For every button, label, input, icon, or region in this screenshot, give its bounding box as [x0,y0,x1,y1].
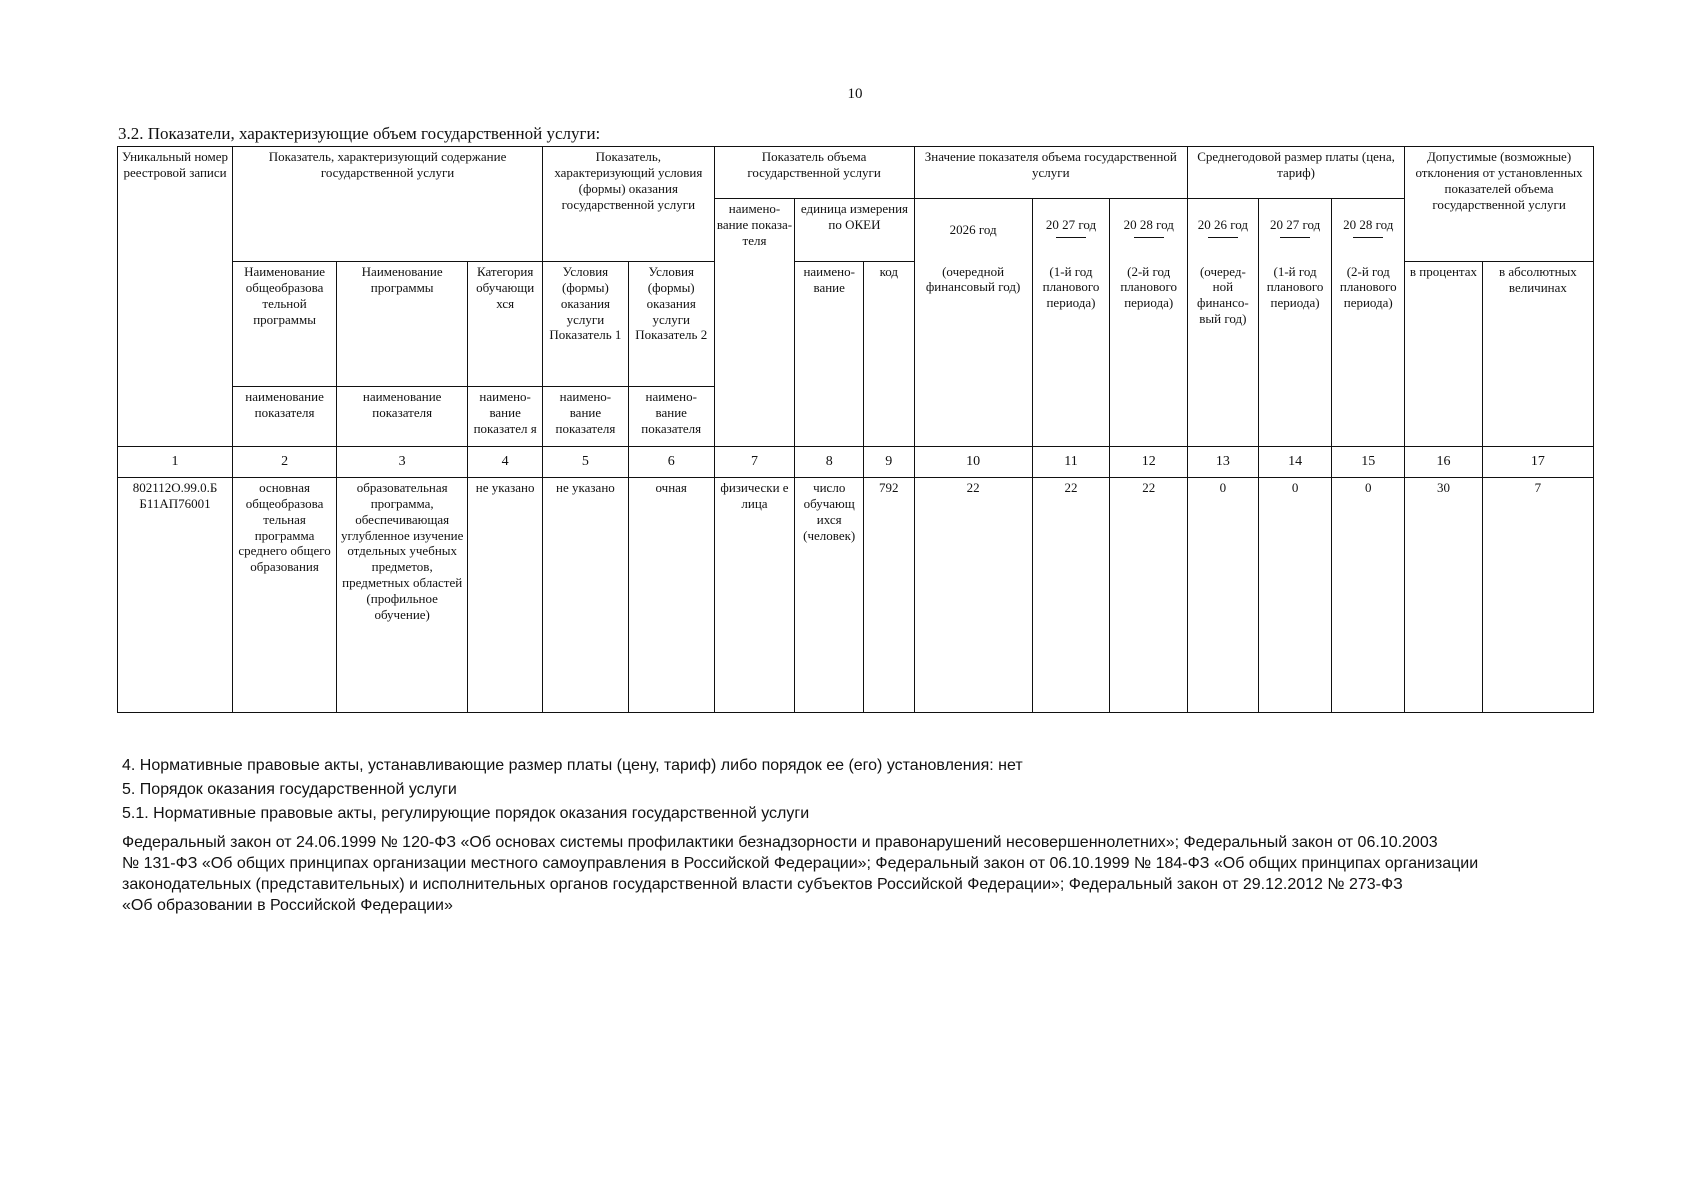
header-year-2026: 2026 год [914,199,1032,262]
header-volume-indicator: Показатель объема государственной услуги [714,147,914,199]
column-number: 5 [543,447,629,478]
value-2027: 22 [1032,478,1110,713]
header-fee-current: (очеред-ной финансо-вый год) [1188,262,1259,447]
volume-indicators-table [117,146,1594,713]
column-number: 6 [628,447,714,478]
header-period-second: (2-й год планового периода) [1110,262,1188,447]
header-volume-unit: единица измерения по ОКЕИ [795,199,914,262]
column-number: 3 [337,447,468,478]
fee-2026: 0 [1188,478,1259,713]
paragraph-5: 5. Порядок оказания государственной услуги [122,781,457,798]
header-year-2028: 20 28 год [1110,199,1188,262]
column-number: 4 [468,447,543,478]
column-number: 11 [1032,447,1110,478]
table-row [118,478,1594,713]
registry-code: 802112О.99.0.Б Б11АП76001 [118,478,233,713]
header-allowed-deviation: Допустимые (возможные) отклонения от установленных показателей объема государственной услуги [1405,147,1594,262]
header-period-current: (очередной финансовый год) [914,262,1032,447]
column-number: 2 [233,447,337,478]
header-period-first: (1-й год планового периода) [1032,262,1110,447]
paragraph-5-1: 5.1. Нормативные правовые акты, регулирующие порядок оказания государственной услуги [122,805,810,822]
legal-acts-text [122,832,1592,916]
program-type: образовательная программа, обеспечивающая углубленное изучение отдельных учебных предметов, предметных областей (профильное обучение) [337,478,468,713]
column-number: 9 [864,447,915,478]
fee-2028: 0 [1332,478,1405,713]
header-average-fee: Среднегодовой размер платы (цена, тариф) [1188,147,1405,199]
legal-acts-line: № 131-ФЗ «Об общих принципах организации местного самоуправления в Российской Федерации»; Федеральный закон от 06.10.1999 № 184-ФЗ «Об общих принципах организации [122,855,1479,872]
header-unit-code: код [864,262,915,447]
header-content-indicator: Показатель, характеризующий содержание государственной услуги [233,147,543,262]
legal-acts-line: Федеральный закон от 24.06.1999 № 120-ФЗ «Об основах системы профилактики безнадзорности и правонарушений несовершеннолетних»; Федеральный закон от 06.10.2003 [122,834,1438,851]
okei-code: 792 [864,478,915,713]
header-condition-2: Условия (формы) оказания услуги Показатель 2 [628,262,714,387]
header-indicator-name: наимено-вание показателя [628,387,714,447]
column-number: 10 [914,447,1032,478]
header-indicator-name: наименование показателя [337,387,468,447]
header-indicator-name: наимено-вание показател я [468,387,543,447]
deviation-absolute: 7 [1482,478,1593,713]
header-category: Категория обучающи хся [468,262,543,387]
header-condition-1: Условия (формы) оказания услуги Показатель 1 [543,262,629,387]
header-indicator-name: наимено-вание показателя [543,387,629,447]
header-program-name: Наименование общеобразова тельной программы [233,262,337,387]
column-number: 12 [1110,447,1188,478]
column-number: 15 [1332,447,1405,478]
fee-2027: 0 [1258,478,1332,713]
legal-acts-line: «Об образовании в Российской Федерации» [122,897,453,914]
header-fee-2027: 20 27 год [1258,199,1332,262]
unit-name: число обучающ ихся (человек) [795,478,864,713]
paragraph-4: 4. Нормативные правовые акты, устанавливающие размер платы (цену, тариф) либо порядок ее (его) установления: нет [122,757,1023,774]
header-fee-2028: 20 28 год [1332,199,1405,262]
section-title: 3.2. Показатели, характеризующие объем государственной услуги: [118,124,601,143]
condition-1: не указано [543,478,629,713]
indicator-name: физически е лица [714,478,795,713]
value-2028: 22 [1110,478,1188,713]
program-name: основная общеобразова тельная программа среднего общего образования [233,478,337,713]
header-program: Наименование программы [337,262,468,387]
header-deviation-absolute: в абсолютных величинах [1482,262,1593,447]
header-fee-first: (1-й год планового периода) [1258,262,1332,447]
header-fee-2026: 20 26 год [1188,199,1259,262]
legal-acts-line: законодательных (представительных) и исполнительных органов государственной власти субъектов Российской Федерации»; Федеральный закон от 29.12.2012 № 273-ФЗ [122,876,1403,893]
header-fee-second: (2-й год планового периода) [1332,262,1405,447]
column-number: 8 [795,447,864,478]
header-year-2027: 20 27 год [1032,199,1110,262]
deviation-percent: 30 [1405,478,1483,713]
header-unit-name: наимено-вание [795,262,864,447]
student-category: не указано [468,478,543,713]
column-number: 13 [1188,447,1259,478]
column-number: 14 [1258,447,1332,478]
value-2026: 22 [914,478,1032,713]
page-number: 10 [847,86,863,102]
header-volume-name: наимено-вание показа-теля [714,199,795,447]
condition-2: очная [628,478,714,713]
header-conditions-indicator: Показатель, характеризующий условия (формы) оказания государственной услуги [543,147,715,262]
column-number: 16 [1405,447,1483,478]
column-number: 17 [1482,447,1593,478]
column-number: 7 [714,447,795,478]
header-volume-value: Значение показателя объема государственной услуги [914,147,1188,199]
header-deviation-percent: в процентах [1405,262,1483,447]
header-indicator-name: наименование показателя [233,387,337,447]
column-number: 1 [118,447,233,478]
header-unique-number: Уникальный номер реестровой записи [118,147,233,447]
